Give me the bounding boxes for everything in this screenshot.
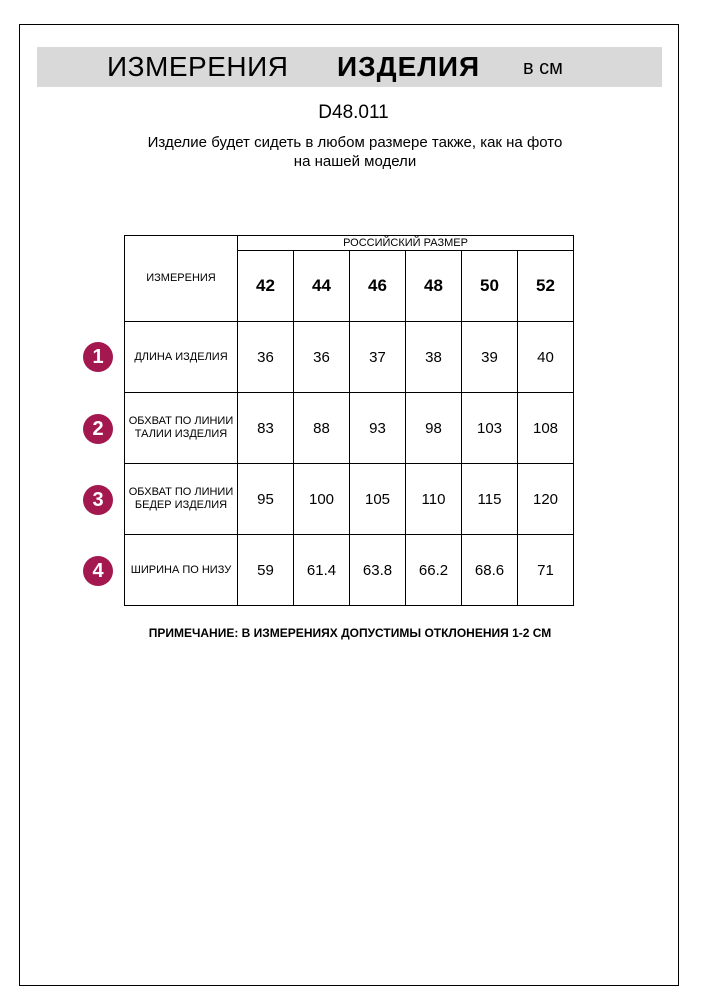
table-cell: 71 <box>518 535 574 606</box>
row-label: ОБХВАТ ПО ЛИНИИ БЕДЕР ИЗДЕЛИЯ <box>125 464 238 535</box>
size-header: 42 <box>238 251 294 322</box>
table-cell: 36 <box>238 322 294 393</box>
size-header: 48 <box>406 251 462 322</box>
table-cell: 93 <box>350 393 406 464</box>
table-row <box>125 322 574 393</box>
row-label: ОБХВАТ ПО ЛИНИИ ТАЛИИ ИЗДЕЛИЯ <box>125 393 238 464</box>
size-header: 50 <box>462 251 518 322</box>
table-cell: 59 <box>238 535 294 606</box>
table-cell: 100 <box>294 464 350 535</box>
table-cell: 39 <box>462 322 518 393</box>
size-group-header: РОССИЙСКИЙ РАЗМЕР <box>238 236 574 251</box>
title-units: в см <box>523 57 563 79</box>
title-product: ИЗДЕЛИЯ <box>337 51 481 82</box>
table-cell: 108 <box>518 393 574 464</box>
product-code: D48.011 <box>318 102 389 123</box>
corner-label: ИЗМЕРЕНИЯ <box>125 236 238 322</box>
title-measurements: ИЗМЕРЕНИЯ <box>107 51 289 82</box>
row-number-badge: 4 <box>83 556 113 586</box>
fit-description <box>95 133 615 171</box>
table-cell: 95 <box>238 464 294 535</box>
table-cell: 61.4 <box>294 535 350 606</box>
table-cell: 40 <box>518 322 574 393</box>
table-row <box>125 535 574 606</box>
table-cell: 68.6 <box>462 535 518 606</box>
row-label: ШИРИНА ПО НИЗУ <box>125 535 238 606</box>
fit-description-line2: на нашей модели <box>293 153 417 170</box>
table-cell: 88 <box>294 393 350 464</box>
table-cell: 36 <box>294 322 350 393</box>
table-cell: 105 <box>350 464 406 535</box>
table-cell: 38 <box>406 322 462 393</box>
table-cell: 63.8 <box>350 535 406 606</box>
table-cell: 66.2 <box>406 535 462 606</box>
size-header: 46 <box>350 251 406 322</box>
table-cell: 37 <box>350 322 406 393</box>
row-number-badge: 1 <box>83 342 113 372</box>
table-cell: 110 <box>406 464 462 535</box>
table-cell: 115 <box>462 464 518 535</box>
size-header: 52 <box>518 251 574 322</box>
title-bar <box>37 47 662 87</box>
tolerance-note: ПРИМЕЧАНИЕ: В ИЗМЕРЕНИЯХ ДОПУСТИМЫ ОТКЛОНЕНИЯ 1-2 СМ <box>148 626 552 640</box>
row-number-badge: 2 <box>83 414 113 444</box>
table-cell: 120 <box>518 464 574 535</box>
row-number-badge: 3 <box>83 485 113 515</box>
fit-description-line1: Изделие будет сидеть в любом размере также, как на фото <box>147 134 563 151</box>
table-row <box>125 464 574 535</box>
table-cell: 98 <box>406 393 462 464</box>
measurements-table <box>124 235 574 606</box>
table-cell: 103 <box>462 393 518 464</box>
row-label: ДЛИНА ИЗДЕЛИЯ <box>125 322 238 393</box>
size-header: 44 <box>294 251 350 322</box>
table-row <box>125 393 574 464</box>
table-cell: 83 <box>238 393 294 464</box>
